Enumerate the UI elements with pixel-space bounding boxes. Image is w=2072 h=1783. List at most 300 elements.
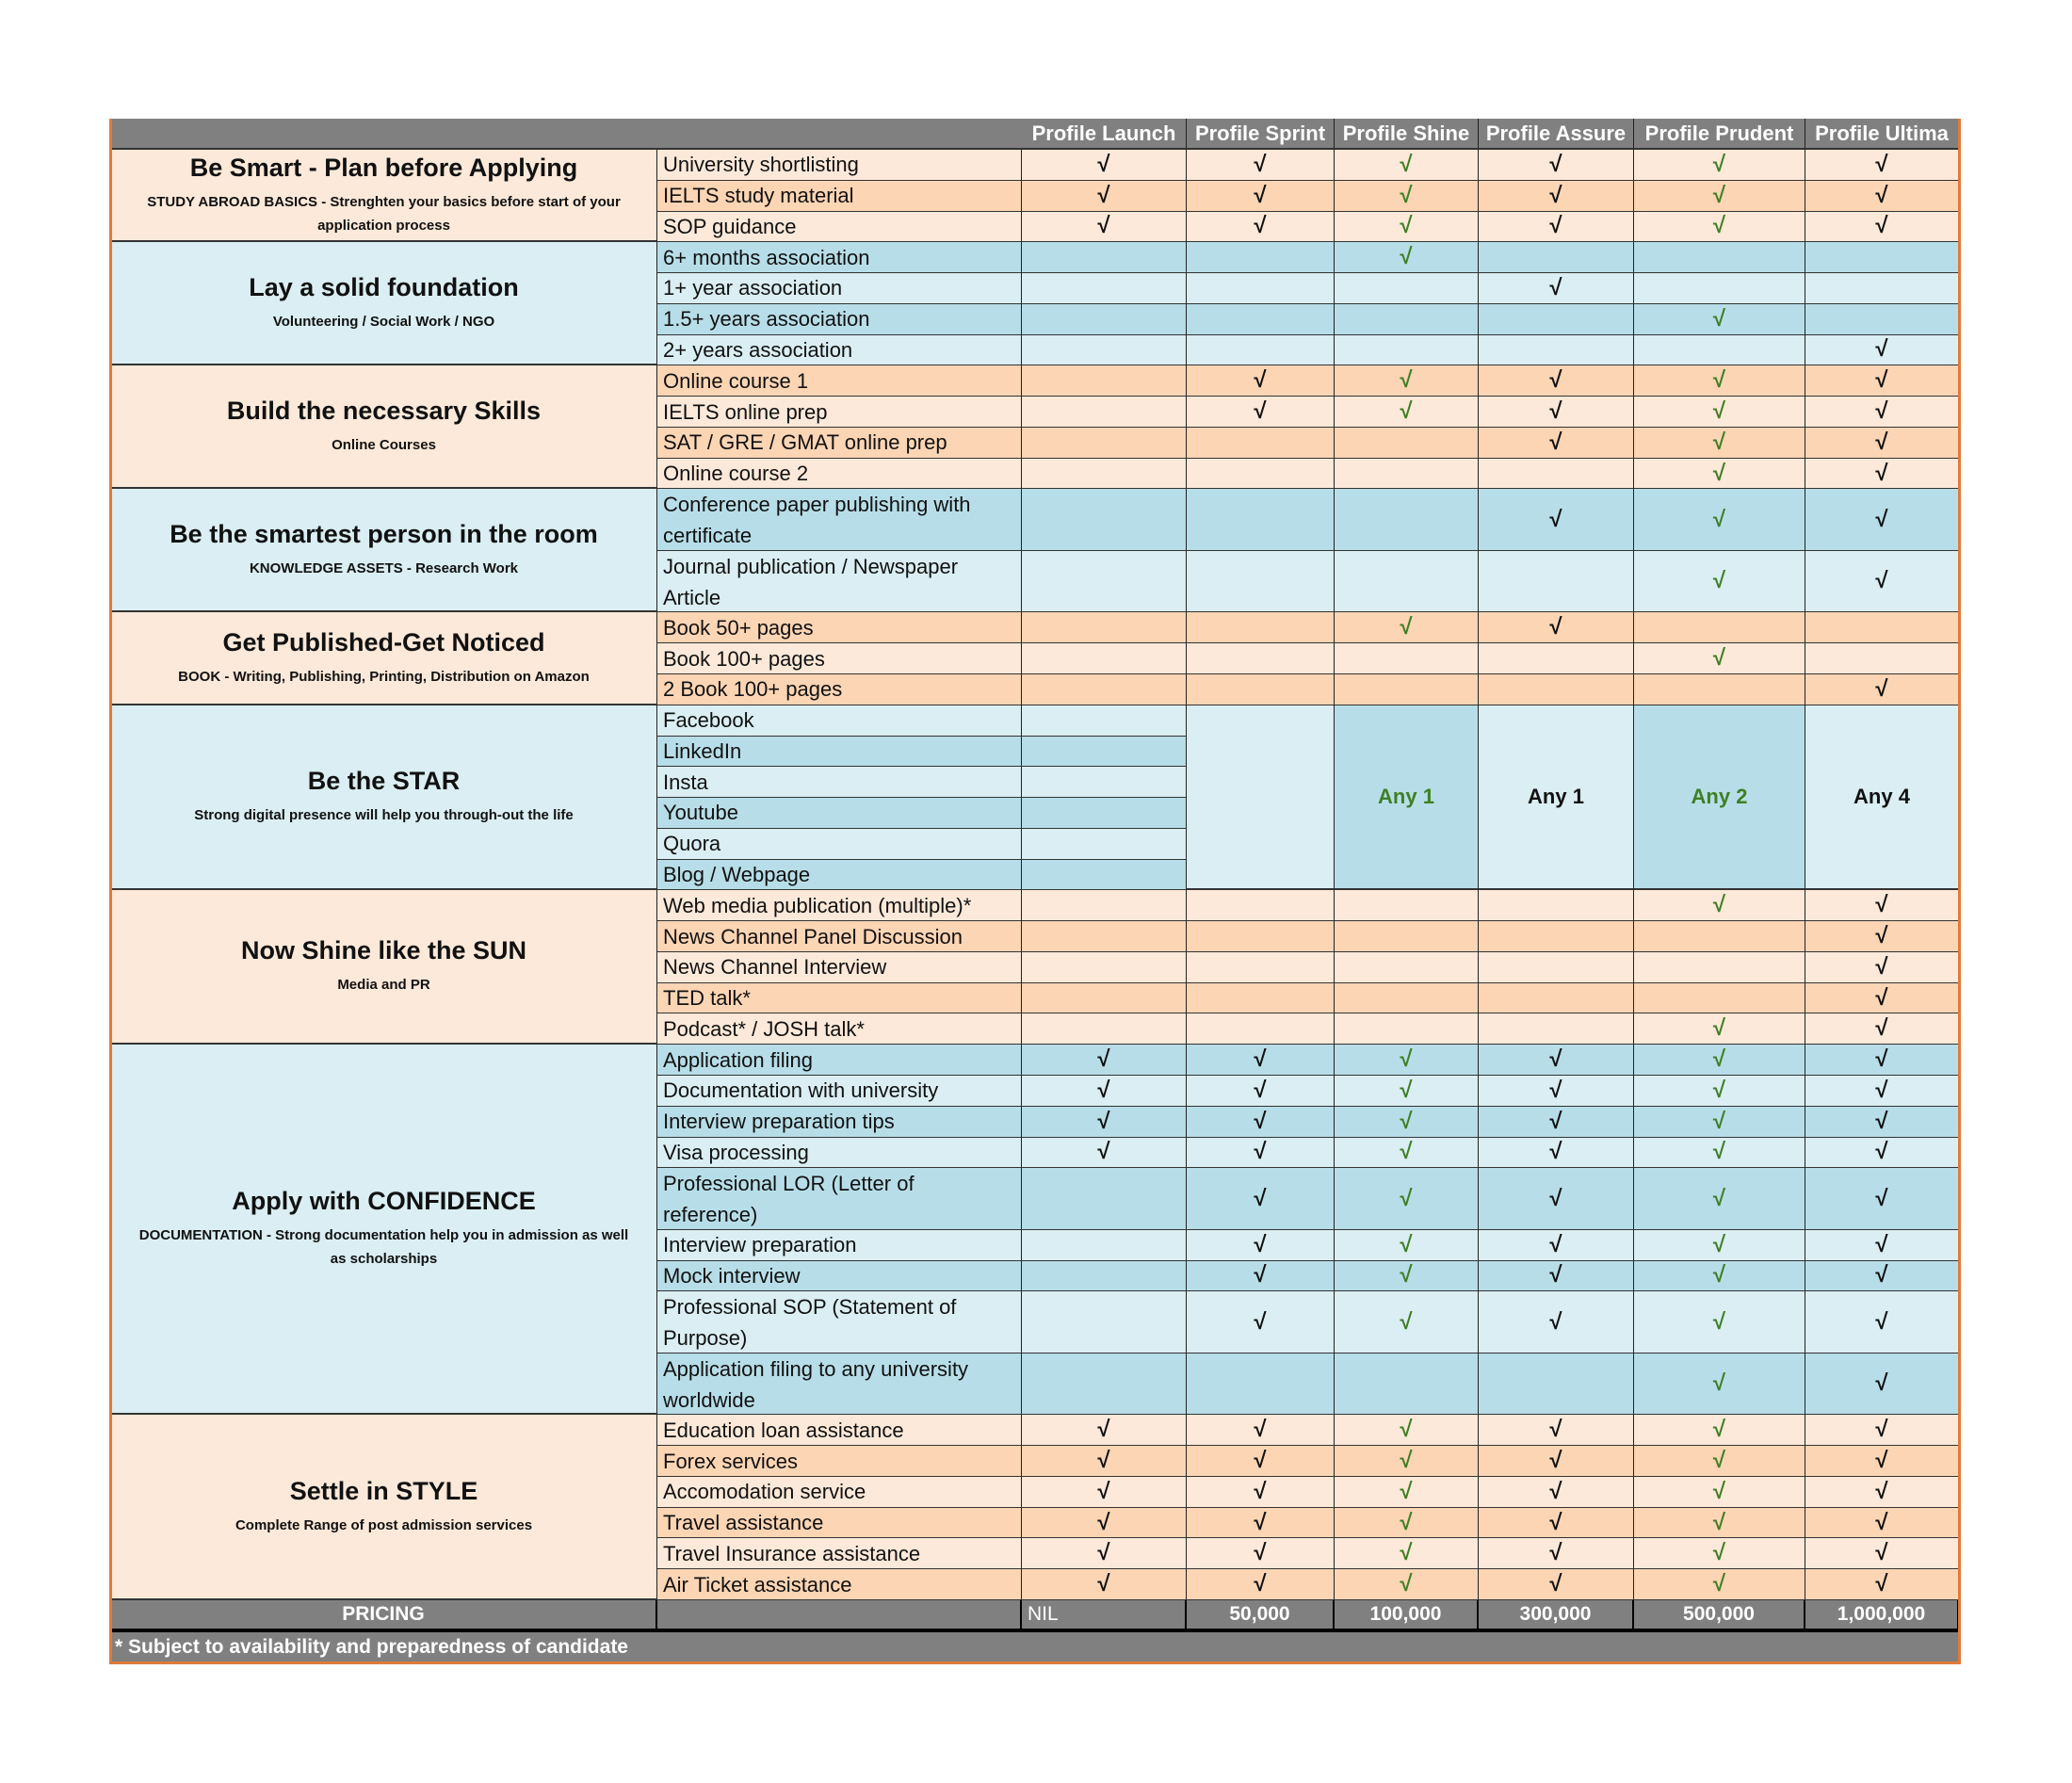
plan-cell-empty: [1479, 242, 1634, 273]
check-icon: √: [1479, 1138, 1634, 1169]
check-icon: √: [1479, 1446, 1634, 1477]
plan-cell-empty: [1022, 459, 1187, 490]
section-category: [111, 365, 657, 489]
check-icon: √: [1022, 1477, 1187, 1508]
plan-cell-empty: [1022, 612, 1187, 643]
plan-cell-empty: [1022, 365, 1187, 397]
feature-label: Quora: [657, 829, 1022, 860]
check-icon: √: [1805, 428, 1959, 459]
check-icon: √: [1479, 181, 1634, 212]
section-subtitle: Strong digital presence will help you through-out the life: [194, 807, 574, 824]
plan-cell-empty: [1187, 242, 1335, 273]
feature-label: Air Ticket assistance: [657, 1569, 1022, 1600]
plan-cell-empty: [1022, 1168, 1187, 1230]
feature-label: News Channel Interview: [657, 952, 1022, 983]
plan-cell-empty: [1335, 674, 1479, 705]
check-icon: √: [1187, 397, 1335, 428]
check-icon: √: [1634, 1045, 1805, 1076]
check-icon: √: [1805, 181, 1959, 212]
plan-cell-empty: [1187, 489, 1335, 551]
check-icon: √: [1805, 150, 1959, 181]
check-icon: √: [1805, 1013, 1959, 1045]
plan-cell-empty: [1335, 1013, 1479, 1045]
section-title: Be the STAR: [307, 767, 461, 796]
check-icon: √: [1479, 1076, 1634, 1107]
check-icon: √: [1022, 1045, 1187, 1076]
pricing-blank: [657, 1600, 1022, 1632]
plan-cell-empty: [1805, 304, 1959, 335]
table-border-left: [109, 119, 112, 1664]
plan-cell-launch: [1022, 860, 1187, 891]
check-icon: √: [1805, 212, 1959, 243]
table-border-right: [1958, 119, 1961, 1664]
check-icon: √: [1805, 1138, 1959, 1169]
plan-cell-empty: [1187, 612, 1335, 643]
check-icon: √: [1479, 1538, 1634, 1569]
plan-cell-empty: [1335, 304, 1479, 335]
plan-cell-empty: [1805, 273, 1959, 304]
check-icon: √: [1187, 1261, 1335, 1292]
check-icon: √: [1335, 365, 1479, 397]
check-icon: √: [1187, 1076, 1335, 1107]
check-icon: √: [1479, 1477, 1634, 1508]
check-icon: √: [1479, 1261, 1634, 1292]
check-icon: √: [1187, 1446, 1335, 1477]
check-icon: √: [1335, 1538, 1479, 1569]
check-icon: √: [1479, 1291, 1634, 1353]
check-icon: √: [1335, 1508, 1479, 1539]
price-value: 50,000: [1187, 1600, 1335, 1632]
merged-plan-value: Any 2: [1634, 705, 1805, 891]
feature-label: Visa processing: [657, 1138, 1022, 1169]
plan-cell-empty: [1479, 674, 1634, 705]
plan-cell-empty: [1022, 428, 1187, 459]
check-icon: √: [1335, 1291, 1479, 1353]
section-category: [111, 489, 657, 612]
plan-cell-empty: [1479, 890, 1634, 921]
check-icon: √: [1805, 459, 1959, 490]
plan-cell-empty: [1634, 335, 1805, 366]
plan-cell-empty: [1479, 921, 1634, 952]
feature-label: Blog / Webpage: [657, 860, 1022, 891]
section-subtitle: BOOK - Writing, Publishing, Printing, Distribution on Amazon: [178, 668, 590, 685]
check-icon: √: [1805, 952, 1959, 983]
check-icon: √: [1335, 1168, 1479, 1230]
check-icon: √: [1335, 150, 1479, 181]
price-value: 300,000: [1479, 1600, 1634, 1632]
plan-cell-empty: [1022, 983, 1187, 1014]
check-icon: √: [1805, 983, 1959, 1014]
plan-cell-empty: [1479, 643, 1634, 674]
feature-label: 6+ months association: [657, 242, 1022, 273]
check-icon: √: [1634, 1138, 1805, 1169]
section-title: Get Published-Get Noticed: [222, 627, 545, 656]
check-icon: √: [1805, 1538, 1959, 1569]
plan-cell-empty: [1634, 921, 1805, 952]
feature-label: 1.5+ years association: [657, 304, 1022, 335]
plan-cell-launch: [1022, 829, 1187, 860]
check-icon: √: [1479, 1168, 1634, 1230]
feature-label: Interview preparation tips: [657, 1107, 1022, 1138]
plan-cell-empty: [1634, 242, 1805, 273]
feature-label: LinkedIn: [657, 737, 1022, 768]
plan-cell-empty: [1187, 428, 1335, 459]
section-category: [111, 242, 657, 365]
check-icon: √: [1634, 1261, 1805, 1292]
check-icon: √: [1022, 181, 1187, 212]
check-icon: √: [1335, 242, 1479, 273]
feature-label: News Channel Panel Discussion: [657, 921, 1022, 952]
check-icon: √: [1805, 551, 1959, 613]
check-icon: √: [1335, 1415, 1479, 1446]
check-icon: √: [1634, 1569, 1805, 1600]
check-icon: √: [1335, 1477, 1479, 1508]
check-icon: √: [1022, 1538, 1187, 1569]
plan-cell-empty: [1187, 674, 1335, 705]
check-icon: √: [1634, 1415, 1805, 1446]
plan-cell-empty: [1022, 1353, 1187, 1416]
check-icon: √: [1187, 1168, 1335, 1230]
check-icon: √: [1022, 1446, 1187, 1477]
plan-cell-empty: [1479, 459, 1634, 490]
plan-cell-empty: [1022, 674, 1187, 705]
pricing-label: PRICING: [111, 1600, 657, 1632]
check-icon: √: [1805, 1353, 1959, 1416]
section-title: Settle in STYLE: [289, 1476, 478, 1505]
check-icon: √: [1187, 181, 1335, 212]
plan-cell-empty: [1335, 459, 1479, 490]
price-value: 1,000,000: [1805, 1600, 1959, 1632]
check-icon: √: [1335, 1138, 1479, 1169]
price-value: NIL: [1022, 1600, 1187, 1632]
check-icon: √: [1634, 304, 1805, 335]
check-icon: √: [1805, 365, 1959, 397]
plan-cell-empty: [1479, 952, 1634, 983]
check-icon: √: [1479, 212, 1634, 243]
plan-cell-empty: [1022, 273, 1187, 304]
section-title: Build the necessary Skills: [226, 396, 542, 425]
check-icon: √: [1187, 1508, 1335, 1539]
check-icon: √: [1805, 674, 1959, 705]
plan-cell-empty: [1335, 643, 1479, 674]
section-subtitle: Online Courses: [332, 436, 436, 453]
check-icon: √: [1187, 1415, 1335, 1446]
check-icon: √: [1634, 365, 1805, 397]
feature-label: Professional LOR (Letter of reference): [657, 1168, 1022, 1230]
plan-cell-empty: [1335, 921, 1479, 952]
check-icon: √: [1634, 1477, 1805, 1508]
check-icon: √: [1479, 612, 1634, 643]
check-icon: √: [1805, 1076, 1959, 1107]
check-icon: √: [1805, 397, 1959, 428]
check-icon: √: [1634, 1446, 1805, 1477]
check-icon: √: [1335, 181, 1479, 212]
check-icon: √: [1335, 1261, 1479, 1292]
plan-cell-empty: [1022, 643, 1187, 674]
plan-cell-empty: [1479, 983, 1634, 1014]
check-icon: √: [1022, 150, 1187, 181]
check-icon: √: [1805, 489, 1959, 551]
feature-label: Facebook: [657, 705, 1022, 737]
feature-label: Interview preparation: [657, 1230, 1022, 1261]
feature-label: 2+ years association: [657, 335, 1022, 366]
check-icon: √: [1634, 212, 1805, 243]
feature-label: Book 100+ pages: [657, 643, 1022, 674]
feature-label: Forex services: [657, 1446, 1022, 1477]
merged-plan-value: Any 4: [1805, 705, 1959, 891]
check-icon: √: [1805, 335, 1959, 366]
check-icon: √: [1634, 1168, 1805, 1230]
check-icon: √: [1805, 1045, 1959, 1076]
plan-cell-empty: [1479, 551, 1634, 613]
check-icon: √: [1022, 1138, 1187, 1169]
plan-cell-empty: [1187, 273, 1335, 304]
check-icon: √: [1634, 1230, 1805, 1261]
plan-cell-empty: [1335, 551, 1479, 613]
check-icon: √: [1634, 181, 1805, 212]
plan-cell-empty: [1022, 921, 1187, 952]
check-icon: √: [1479, 273, 1634, 304]
check-icon: √: [1634, 397, 1805, 428]
check-icon: √: [1805, 1508, 1959, 1539]
section-category: [111, 705, 657, 891]
section-subtitle: Volunteering / Social Work / NGO: [272, 313, 495, 330]
plan-cell-empty: [1335, 489, 1479, 551]
section-title: Be the smartest person in the room: [170, 519, 598, 548]
plan-cell-empty: [1022, 397, 1187, 428]
plan-cell-empty: [1022, 890, 1187, 921]
check-icon: √: [1187, 365, 1335, 397]
plan-cell-empty: [1022, 489, 1187, 551]
section-category: [111, 150, 657, 242]
check-icon: √: [1805, 1415, 1959, 1446]
plan-cell-empty: [1335, 983, 1479, 1014]
plan-cell-empty: [1634, 273, 1805, 304]
plan-cell-empty: [1022, 1013, 1187, 1045]
check-icon: √: [1634, 1538, 1805, 1569]
check-icon: √: [1022, 1569, 1187, 1600]
section-subtitle: DOCUMENTATION - Strong documentation help you in admission as well as scholarships: [138, 1227, 629, 1268]
check-icon: √: [1479, 365, 1634, 397]
check-icon: √: [1805, 890, 1959, 921]
check-icon: √: [1479, 1415, 1634, 1446]
check-icon: √: [1187, 1045, 1335, 1076]
plan-cell-empty: [1479, 1353, 1634, 1416]
check-icon: √: [1805, 1291, 1959, 1353]
check-icon: √: [1805, 921, 1959, 952]
merged-plan-value: Any 1: [1479, 705, 1634, 891]
plan-header-2: Profile Sprint: [1187, 119, 1335, 150]
price-value: 100,000: [1335, 1600, 1479, 1632]
section-category: [111, 890, 657, 1045]
check-icon: √: [1805, 1446, 1959, 1477]
feature-label: Accomodation service: [657, 1477, 1022, 1508]
feature-label: Web media publication (multiple)*: [657, 890, 1022, 921]
feature-label: Mock interview: [657, 1261, 1022, 1292]
check-icon: √: [1335, 397, 1479, 428]
feature-label: University shortlisting: [657, 150, 1022, 181]
plan-cell-empty: [1335, 952, 1479, 983]
check-icon: √: [1479, 1107, 1634, 1138]
check-icon: √: [1022, 1415, 1187, 1446]
feature-label: Professional SOP (Statement of Purpose): [657, 1291, 1022, 1353]
check-icon: √: [1634, 428, 1805, 459]
feature-label: Online course 2: [657, 459, 1022, 490]
check-icon: √: [1634, 551, 1805, 613]
check-icon: √: [1022, 212, 1187, 243]
plan-cell-empty: [1634, 674, 1805, 705]
plan-cell-empty: [1634, 983, 1805, 1014]
feature-label: Youtube: [657, 798, 1022, 829]
feature-label: Book 50+ pages: [657, 612, 1022, 643]
check-icon: √: [1805, 1569, 1959, 1600]
check-icon: √: [1335, 1076, 1479, 1107]
plan-cell-empty: [1022, 1291, 1187, 1353]
check-icon: √: [1335, 1045, 1479, 1076]
plan-header-1: Profile Launch: [1022, 119, 1187, 150]
check-icon: √: [1634, 643, 1805, 674]
check-icon: √: [1335, 1230, 1479, 1261]
plan-cell-empty: [1187, 921, 1335, 952]
check-icon: √: [1187, 1291, 1335, 1353]
plan-cell-empty: [1022, 335, 1187, 366]
plan-cell-empty: [1187, 304, 1335, 335]
section-subtitle: Media and PR: [337, 977, 430, 994]
merged-plan-value: [1187, 705, 1335, 891]
plan-cell-empty: [1335, 335, 1479, 366]
check-icon: √: [1634, 150, 1805, 181]
plan-cell-empty: [1805, 242, 1959, 273]
plan-cell-launch: [1022, 737, 1187, 768]
check-icon: √: [1022, 1107, 1187, 1138]
section-category: [111, 1415, 657, 1600]
plan-cell-empty: [1187, 643, 1335, 674]
plan-cell-empty: [1187, 1013, 1335, 1045]
check-icon: √: [1805, 1107, 1959, 1138]
section-title: Lay a solid foundation: [249, 272, 519, 301]
plan-header-4: Profile Assure: [1479, 119, 1634, 150]
section-subtitle: KNOWLEDGE ASSETS - Research Work: [249, 559, 519, 576]
check-icon: √: [1335, 212, 1479, 243]
check-icon: √: [1187, 1569, 1335, 1600]
section-subtitle: Complete Range of post admission services: [235, 1516, 533, 1533]
feature-label: 2 Book 100+ pages: [657, 674, 1022, 705]
check-icon: √: [1479, 397, 1634, 428]
feature-label: 1+ year association: [657, 273, 1022, 304]
check-icon: √: [1479, 150, 1634, 181]
plan-cell-empty: [1335, 1353, 1479, 1416]
check-icon: √: [1022, 1508, 1187, 1539]
check-icon: √: [1805, 1168, 1959, 1230]
feature-label: IELTS study material: [657, 181, 1022, 212]
plan-cell-empty: [1479, 335, 1634, 366]
feature-label: Podcast* / JOSH talk*: [657, 1013, 1022, 1045]
check-icon: √: [1634, 1353, 1805, 1416]
plan-cell-empty: [1335, 890, 1479, 921]
check-icon: √: [1187, 150, 1335, 181]
check-icon: √: [1187, 1107, 1335, 1138]
plan-header-5: Profile Prudent: [1634, 119, 1805, 150]
plan-cell-empty: [1479, 1013, 1634, 1045]
check-icon: √: [1634, 1508, 1805, 1539]
plan-cell-empty: [1187, 551, 1335, 613]
plan-cell-empty: [1187, 952, 1335, 983]
check-icon: √: [1187, 212, 1335, 243]
plan-cell-empty: [1187, 459, 1335, 490]
plan-cell-empty: [1335, 428, 1479, 459]
feature-label: Documentation with university: [657, 1076, 1022, 1107]
section-subtitle: STUDY ABROAD BASICS - Strenghten your basics before start of your application process: [147, 193, 621, 234]
check-icon: √: [1805, 1261, 1959, 1292]
check-icon: √: [1479, 1230, 1634, 1261]
plan-cell-empty: [1022, 952, 1187, 983]
plan-cell-empty: [1022, 551, 1187, 613]
check-icon: √: [1479, 1045, 1634, 1076]
feature-label: SOP guidance: [657, 212, 1022, 243]
check-icon: √: [1479, 489, 1634, 551]
section-title: Apply with CONFIDENCE: [232, 1187, 536, 1216]
check-icon: √: [1805, 1477, 1959, 1508]
feature-label: Conference paper publishing with certificate: [657, 489, 1022, 551]
merged-plan-value: Any 1: [1335, 705, 1479, 891]
plan-cell-launch: [1022, 767, 1187, 798]
plan-cell-empty: [1187, 335, 1335, 366]
check-icon: √: [1022, 1076, 1187, 1107]
check-icon: √: [1335, 1107, 1479, 1138]
check-icon: √: [1187, 1477, 1335, 1508]
feature-label: Application filing: [657, 1045, 1022, 1076]
feature-label: Education loan assistance: [657, 1415, 1022, 1446]
plan-cell-empty: [1479, 304, 1634, 335]
feature-label: Travel Insurance assistance: [657, 1538, 1022, 1569]
feature-label: Online course 1: [657, 365, 1022, 397]
plan-cell-empty: [1022, 1261, 1187, 1292]
check-icon: √: [1335, 1569, 1479, 1600]
check-icon: √: [1187, 1138, 1335, 1169]
check-icon: √: [1634, 489, 1805, 551]
plan-cell-empty: [1187, 983, 1335, 1014]
feature-label: Travel assistance: [657, 1508, 1022, 1539]
plan-header-6: Profile Ultima: [1805, 119, 1959, 150]
check-icon: √: [1634, 890, 1805, 921]
plan-cell-empty: [1187, 890, 1335, 921]
feature-label: IELTS online prep: [657, 397, 1022, 428]
feature-label: Application filing to any university worldwide: [657, 1353, 1022, 1416]
section-category: [111, 1045, 657, 1415]
check-icon: √: [1634, 1291, 1805, 1353]
section-title: Be Smart - Plan before Applying: [189, 153, 578, 182]
plan-cell-empty: [1022, 304, 1187, 335]
check-icon: √: [1479, 1569, 1634, 1600]
check-icon: √: [1335, 1446, 1479, 1477]
check-icon: √: [1479, 1508, 1634, 1539]
plan-cell-empty: [1805, 612, 1959, 643]
feature-label: Journal publication / Newspaper Article: [657, 551, 1022, 613]
plan-cell-launch: [1022, 705, 1187, 737]
check-icon: √: [1805, 1230, 1959, 1261]
plan-cell-empty: [1805, 643, 1959, 674]
check-icon: √: [1634, 459, 1805, 490]
plan-cell-empty: [1634, 952, 1805, 983]
check-icon: √: [1634, 1013, 1805, 1045]
plan-cell-empty: [1187, 1353, 1335, 1416]
check-icon: √: [1187, 1230, 1335, 1261]
plan-cell-empty: [1022, 1230, 1187, 1261]
plan-cell-empty: [1335, 273, 1479, 304]
footer-note: * Subject to availability and preparedness of candidate: [111, 1632, 1959, 1664]
feature-label: Insta: [657, 767, 1022, 798]
check-icon: √: [1634, 1076, 1805, 1107]
